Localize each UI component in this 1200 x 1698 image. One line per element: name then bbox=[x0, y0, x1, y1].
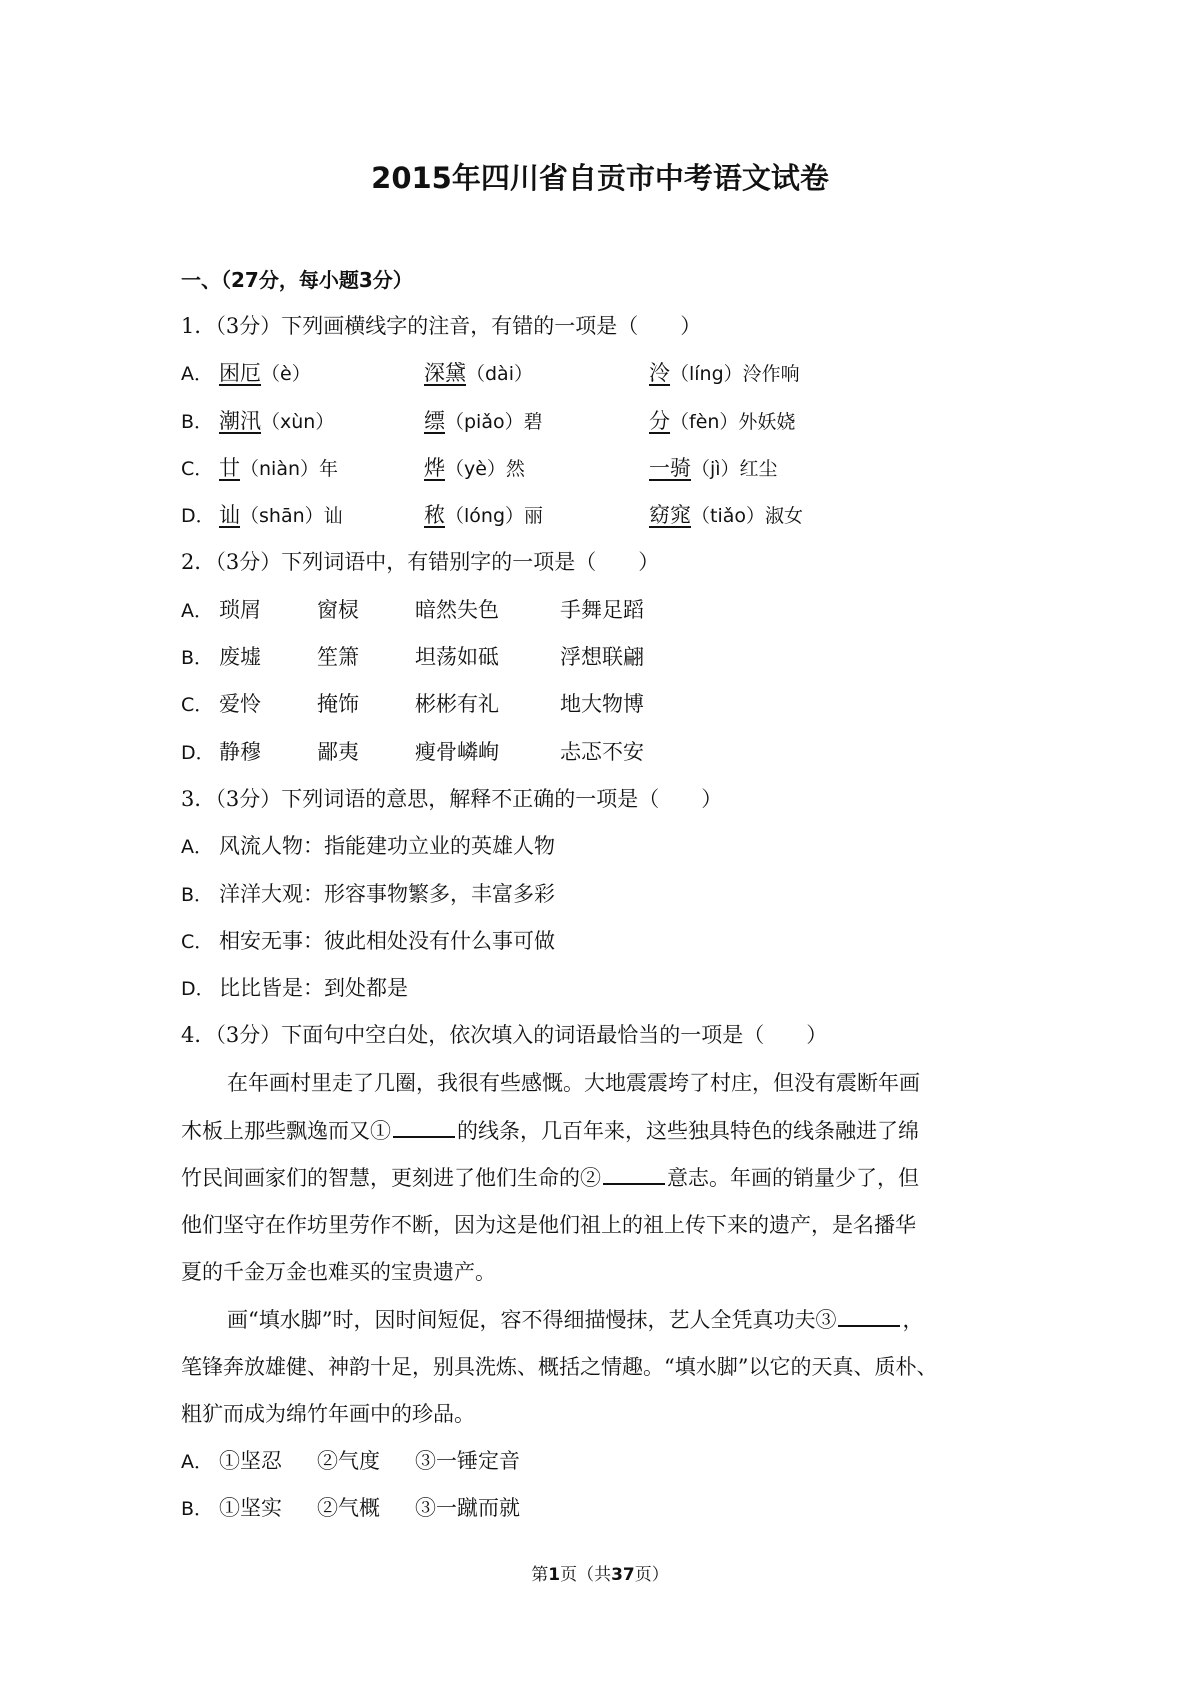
option-cell: 深黛（dài） bbox=[424, 361, 533, 386]
option-word: 琐屑 bbox=[219, 597, 261, 622]
option-key: D． bbox=[181, 978, 215, 1001]
question-1-option-b bbox=[181, 405, 1041, 452]
option-key: A． bbox=[181, 363, 213, 386]
option-word: 瘦骨嶙峋 bbox=[415, 739, 499, 764]
question-2-option-d bbox=[181, 736, 1041, 783]
total-pages: 37 bbox=[611, 1565, 635, 1585]
option-cell: 烨（yè）然 bbox=[424, 455, 525, 480]
question-2-stem: 2．（3分）下列词语中，有错别字的一项是（ ） bbox=[181, 550, 660, 575]
option-word: 地大物博 bbox=[560, 692, 644, 717]
option-word: 忐忑不安 bbox=[560, 739, 644, 764]
fill-blank-2 bbox=[603, 1161, 665, 1185]
question-3-stem: 3．（3分）下列词语的意思，解释不正确的一项是（ ） bbox=[181, 786, 723, 811]
option-word: ②气度 bbox=[317, 1449, 380, 1474]
option-word: ③一蹴而就 bbox=[415, 1496, 520, 1521]
question-3-option-b bbox=[181, 878, 1041, 925]
option-key: D． bbox=[181, 505, 215, 528]
option-word: 掩饰 bbox=[317, 692, 359, 717]
option-key: D． bbox=[181, 741, 215, 764]
option-word: 彬彬有礼 bbox=[415, 692, 499, 717]
question-2-option-b bbox=[181, 641, 1041, 688]
option-text: 洋洋大观：形容事物繁多，丰富多彩 bbox=[219, 881, 555, 906]
fill-blank-1 bbox=[393, 1114, 455, 1138]
question-2-option-a bbox=[181, 594, 1041, 641]
option-cell: 缥（piǎo）碧 bbox=[424, 408, 543, 433]
option-key: A． bbox=[181, 836, 213, 859]
option-word: ③一锤定音 bbox=[415, 1449, 520, 1474]
passage-line: 在年画村里走了几圈，我很有些感慨。大地震震垮了村庄，但没有震断年画 bbox=[227, 1070, 920, 1095]
question-1-option-a bbox=[181, 357, 1041, 404]
option-cell: 一骑（jì）红尘 bbox=[649, 455, 778, 480]
option-key: A． bbox=[181, 1451, 213, 1474]
option-cell: 秾（lóng）丽 bbox=[424, 503, 544, 528]
option-word: 笙箫 bbox=[317, 645, 359, 670]
option-word: 暗然失色 bbox=[415, 597, 499, 622]
option-text: 比比皆是：到处都是 bbox=[219, 976, 408, 1001]
option-key: B． bbox=[181, 647, 214, 670]
option-cell: 廿（niàn）年 bbox=[219, 455, 339, 480]
option-cell: 潮汛（xùn） bbox=[219, 408, 335, 433]
question-3-option-a bbox=[181, 830, 1041, 877]
passage-line: 画“填水脚”时，因时间短促，容不得细描慢抹，艺人全凭真功夫③ ， bbox=[181, 1303, 1041, 1350]
option-key: B． bbox=[181, 410, 214, 433]
passage-line: 竹民间画家们的智慧，更刻进了他们生命的② 意志。年画的销量少了，但 bbox=[181, 1161, 1041, 1208]
exam-content bbox=[181, 264, 1041, 1540]
question-1-option-c bbox=[181, 452, 1041, 499]
question-1-stem: 1．（3分）下列画横线字的注音，有错的一项是（ ） bbox=[181, 314, 702, 338]
question-1-option-d bbox=[181, 499, 1041, 546]
option-key: C． bbox=[181, 694, 214, 717]
option-word: 静穆 bbox=[219, 739, 261, 764]
page-number: 1 bbox=[548, 1565, 561, 1585]
passage-line: 木板上那些飘逸而又① 的线条，几百年来，这些独具特色的线条融进了绵 bbox=[181, 1114, 1041, 1161]
option-word: 浮想联翩 bbox=[560, 645, 644, 670]
option-text: 相安无事：彼此相处没有什么事可做 bbox=[219, 928, 555, 953]
question-3-option-c bbox=[181, 925, 1041, 972]
option-key: B． bbox=[181, 1498, 214, 1521]
option-word: 废墟 bbox=[219, 645, 261, 670]
question-4-option-a bbox=[181, 1445, 1041, 1492]
question-4-stem: 4．（3分）下面句中空白处，依次填入的词语最恰当的一项是（ ） bbox=[181, 1023, 828, 1048]
question-3-option-d bbox=[181, 972, 1041, 1019]
option-word: ①坚忍 bbox=[219, 1449, 282, 1474]
option-word: 窗棂 bbox=[317, 597, 359, 622]
option-key: A． bbox=[181, 599, 213, 622]
option-word: 坦荡如砥 bbox=[415, 645, 499, 670]
option-cell: 讪（shān）讪 bbox=[219, 503, 343, 528]
page-title: 2015年四川省自贡市中考语文试卷 bbox=[371, 161, 829, 195]
option-word: ①坚实 bbox=[219, 1496, 282, 1521]
passage-line: 粗犷而成为绵竹年画中的珍品。 bbox=[181, 1401, 475, 1426]
option-cell: 窈窕（tiǎo）淑女 bbox=[649, 503, 803, 528]
option-key: B． bbox=[181, 883, 214, 906]
page-footer: 第1页（共37页） bbox=[531, 1565, 669, 1585]
question-2-option-c bbox=[181, 688, 1041, 735]
option-word: 鄙夷 bbox=[317, 739, 359, 764]
option-cell: 分（fèn）外妖娆 bbox=[649, 408, 796, 433]
option-word: 爱怜 bbox=[219, 692, 261, 717]
passage-line: 他们坚守在作坊里劳作不断，因为这是他们祖上的祖上传下来的遗产，是名播华 bbox=[181, 1212, 916, 1237]
option-cell: 泠（líng）泠作响 bbox=[649, 361, 800, 386]
option-word: 手舞足蹈 bbox=[560, 597, 644, 622]
option-cell: 困厄（è） bbox=[219, 361, 311, 386]
passage-line: 笔锋奔放雄健、神韵十足，别具洗炼、概括之情趣。“填水脚”以它的天真、质朴、 bbox=[181, 1354, 938, 1379]
option-key: C． bbox=[181, 930, 214, 953]
option-word: ②气概 bbox=[317, 1496, 380, 1521]
option-text: 风流人物：指能建功立业的英雄人物 bbox=[219, 834, 555, 859]
option-key: C． bbox=[181, 457, 214, 480]
section-heading: 一、（27分，每小题3分） bbox=[181, 268, 413, 292]
question-4-option-b bbox=[181, 1492, 1041, 1539]
fill-blank-3 bbox=[838, 1303, 900, 1327]
passage-line: 夏的千金万金也难买的宝贵遗产。 bbox=[181, 1259, 496, 1284]
